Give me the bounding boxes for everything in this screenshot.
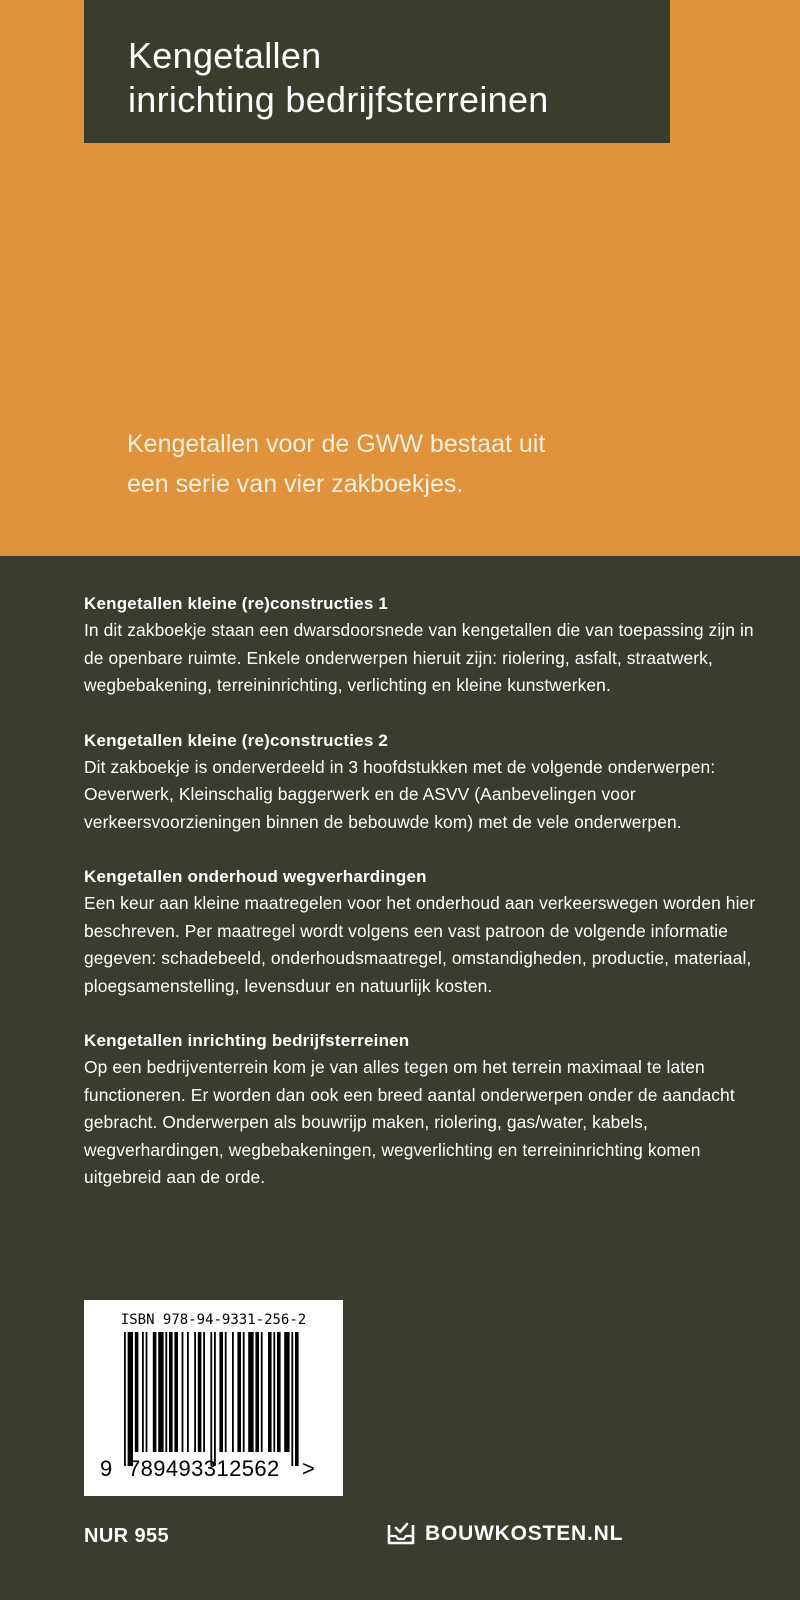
barcode-bar bbox=[295, 1332, 299, 1466]
barcode-bar bbox=[142, 1332, 144, 1452]
publisher-logo bbox=[387, 1522, 623, 1546]
ean-digits: 789493312562 bbox=[128, 1456, 280, 1481]
section-booklet-4 bbox=[84, 1027, 774, 1192]
ean-arrow: > bbox=[302, 1456, 315, 1481]
barcode-bar bbox=[237, 1332, 241, 1452]
barcode-bar bbox=[268, 1332, 272, 1452]
barcode-bar bbox=[169, 1332, 173, 1452]
section-booklet-2 bbox=[84, 727, 774, 837]
title-line-1: Kengetallen bbox=[128, 35, 322, 76]
barcode-bar bbox=[194, 1332, 196, 1452]
barcode-bar bbox=[182, 1332, 184, 1452]
barcode-bar bbox=[174, 1332, 178, 1452]
barcode-bar bbox=[219, 1332, 223, 1452]
barcode-bar bbox=[198, 1332, 202, 1452]
tagline-line-2: een serie van vier zakboekjes. bbox=[127, 470, 464, 498]
barcode-bar bbox=[232, 1332, 234, 1452]
barcode-bar bbox=[210, 1332, 212, 1466]
barcode-bar bbox=[135, 1332, 139, 1452]
isbn-label: ISBN 978-94-9331-256-2 bbox=[120, 1312, 307, 1328]
section-booklet-3 bbox=[84, 863, 774, 1000]
section-body: In dit zakboekje staan een dwarsdoorsnede van kengetallen die van toepassing zijn in de openbare ruimte. Enkele onderwerpen hieruit zijn: riolering, asfalt, straatwerk, wegbebakening, terreininrichting, verlichting en kleine kunstwerken. bbox=[84, 620, 754, 695]
barcode-bar bbox=[243, 1332, 245, 1452]
barcode-bar bbox=[273, 1332, 275, 1452]
barcode-bar bbox=[225, 1332, 227, 1452]
section-heading: Kengetallen kleine (re)constructies 1 bbox=[84, 594, 389, 613]
barcode-bar bbox=[146, 1332, 148, 1452]
section-booklet-1 bbox=[84, 590, 774, 700]
barcode-bar bbox=[165, 1332, 167, 1452]
cover-top-panel bbox=[0, 0, 800, 556]
section-heading: Kengetallen inrichting bedrijfsterreinen bbox=[84, 1031, 410, 1050]
barcode-bar bbox=[124, 1332, 126, 1466]
title-box bbox=[84, 0, 670, 143]
barcode-bar bbox=[261, 1332, 263, 1452]
barcode-bar bbox=[255, 1332, 259, 1452]
barcode-bar bbox=[128, 1332, 133, 1466]
barcode-bars bbox=[124, 1332, 304, 1466]
title-line-2: inrichting bedrijfsterreinen bbox=[128, 79, 549, 120]
section-body: Een keur aan kleine maatregelen voor het onderhoud aan verkeerswegen worden hier beschreven. Per maatregel wordt volgens een vast patroon de volgende informatie gegeven: schadebeeld, onderhoudsmaatregel, omstandigheden, productie, materiaal, ploegsamenstelling, levensduur en natuurlijk kosten. bbox=[84, 893, 756, 996]
nur-code: NUR 955 bbox=[84, 1525, 170, 1547]
series-description bbox=[84, 590, 774, 1219]
tray-check-icon bbox=[387, 1522, 415, 1546]
tagline-line-1: Kengetallen voor de GWW bestaat uit bbox=[127, 430, 546, 458]
tagline bbox=[127, 424, 687, 504]
isbn-barcode bbox=[84, 1300, 343, 1496]
section-heading: Kengetallen onderhoud wegverhardingen bbox=[84, 867, 427, 886]
barcode-bar bbox=[291, 1332, 293, 1466]
barcode-bar bbox=[153, 1332, 157, 1452]
ean-first-digit: 9 bbox=[100, 1456, 113, 1481]
barcode-bar bbox=[284, 1332, 289, 1452]
barcode-bar bbox=[277, 1332, 281, 1452]
barcode-bar bbox=[187, 1332, 189, 1452]
barcode-bar bbox=[158, 1332, 163, 1452]
barcode-bar bbox=[214, 1332, 216, 1466]
publisher-name: BOUWKOSTEN.NL bbox=[425, 1522, 624, 1545]
section-body: Op een bedrijventerrein kom je van alles tegen om het terrein maximaal te laten functioneren. Er worden dan ook een breed aantal onderwerpen onder de aandacht gebracht. Onderwerpen als bouwrijp maken, riolering, gas/water, kabels, wegverhardingen, wegbebakeningen, wegverlichting en terreininrichting komen uitgebreid aan de orde. bbox=[84, 1057, 735, 1187]
section-heading: Kengetallen kleine (re)constructies 2 bbox=[84, 730, 389, 750]
barcode-bar bbox=[203, 1332, 205, 1452]
barcode-bar bbox=[248, 1332, 253, 1452]
section-body: Dit zakboekje is onderverdeeld in 3 hoofdstukken met de volgende onderwerpen: Oeverwerk, Kleinschalig baggerwerk en de ASVV (Aanbevelingen voor verkeersvoorzieningen binnen de bebouwde kom) met de vele onderwerpen. bbox=[84, 756, 716, 832]
